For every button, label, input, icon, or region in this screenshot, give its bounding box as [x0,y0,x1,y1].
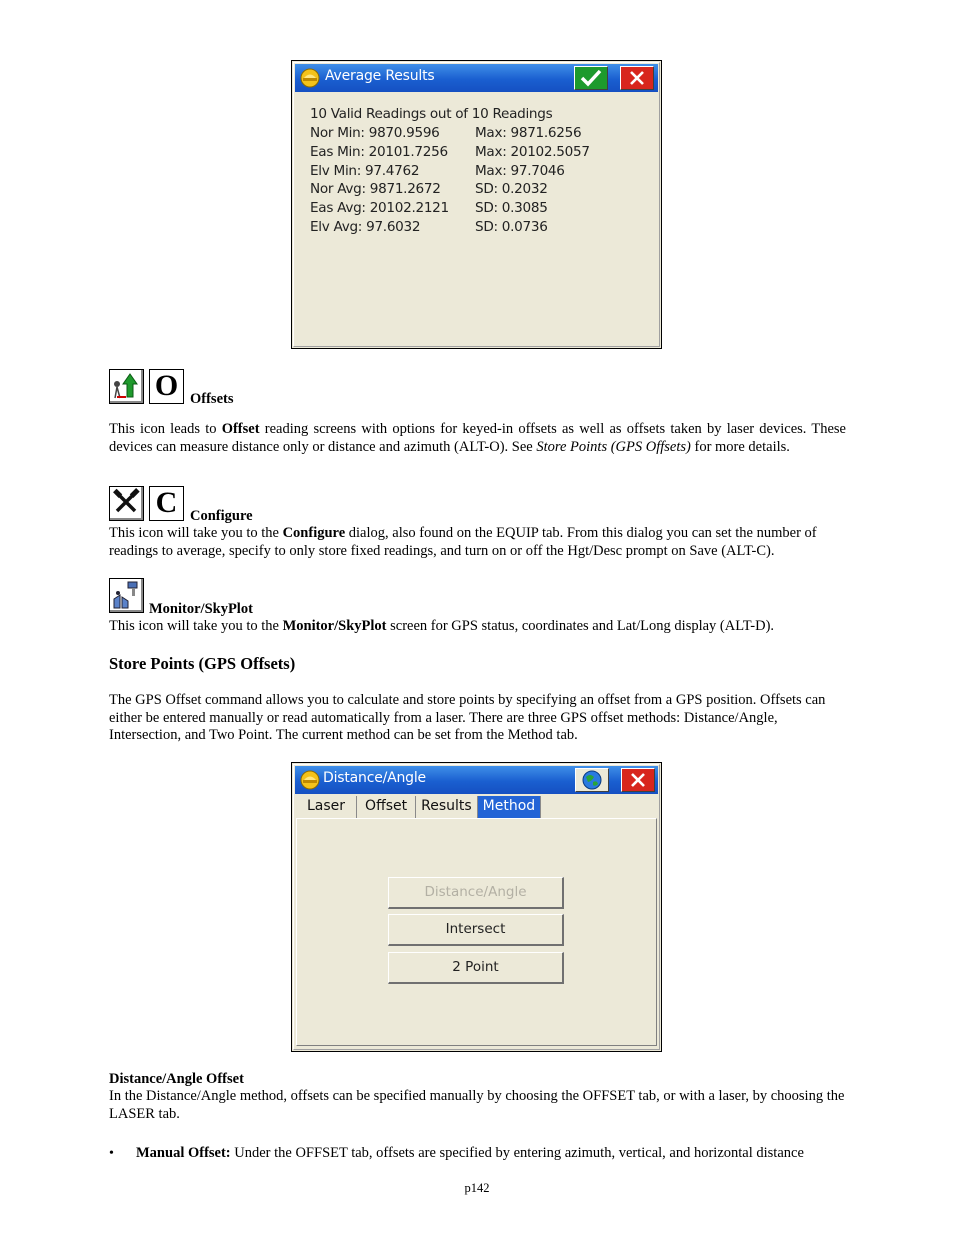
intersect-button[interactable]: Intersect [388,914,564,946]
distance-angle-offset-paragraph: In the Distance/Angle method, offsets can be specified manually by choosing the OFFSET tab, or with a laser, by choosing the LASER tab. [109,1088,845,1122]
reading-left: Elv Avg: 97.6032 [310,219,421,235]
configure-paragraph: This icon will take you to the Configure dialog, also found on the EQUIP tab. From this dialog you can set the number of readings to average, specify to only store fixed readings, and turn on or off the Hgt/Desc prompt on Save (ALT-C). [109,525,817,559]
reading-right: Max: 97.7046 [475,163,565,179]
monitor-skyplot-heading: Monitor/SkyPlot [149,601,253,617]
monitor-skyplot-icon [109,578,144,613]
method-tabs [296,796,541,818]
distance-angle-button[interactable]: Distance/Angle [388,877,564,909]
reading-right: SD: 0.0736 [475,219,548,235]
distance-angle-window [291,762,662,1052]
offset-arrow-icon [110,370,142,402]
two-point-button[interactable]: 2 Point [388,952,564,984]
monitor-skyplot-paragraph: This icon will take you to the Monitor/SkyPlot screen for GPS status, coordinates and Lat/Long display (ALT-D). [109,618,775,634]
window-title: Average Results [325,68,435,84]
configure-hotkey-icon: C [149,486,184,521]
surveyor-helmet-icon [300,68,320,88]
reading-right: SD: 0.3085 [475,200,548,216]
reading-right: SD: 0.2032 [475,181,548,197]
satellite-icon [110,579,142,611]
window-title: Distance/Angle [323,770,426,786]
reading-right: Max: 9871.6256 [475,125,582,141]
tab-results[interactable]: Results [416,796,478,818]
title-bar [295,64,658,92]
tools-icon [110,487,142,519]
reading-left: Eas Avg: 20102.2121 [310,200,449,216]
bullet-icon: • [109,1146,114,1161]
tab-offset[interactable]: Offset [357,796,416,818]
tab-laser[interactable]: Laser [296,796,357,818]
globe-button[interactable] [575,768,609,792]
valid-readings-text: 10 Valid Readings out of 10 Readings [310,106,553,122]
configure-icon [109,486,144,521]
store-points-paragraph: The GPS Offset command allows you to calculate and store points by specifying an offset from a GPS position. Offsets can either be entered manually or read automatically from a laser. There are three GPS offset methods: Distance/Angle, Intersection, and Two Point. The current method can be set from the Method tab. [109,692,826,744]
average-results-window [291,60,662,349]
globe-icon [581,769,603,791]
ok-button[interactable] [574,66,608,90]
reading-right: Max: 20102.5057 [475,144,590,160]
title-bar [295,766,658,794]
store-points-heading: Store Points (GPS Offsets) [109,654,296,673]
tab-method[interactable]: Method [478,796,542,818]
distance-angle-offset-heading: Distance/Angle Offset [109,1071,244,1087]
offsets-paragraph: This icon leads to Offset reading screens with options for keyed-in offsets as well as offsets taken by laser devices. These devices can measure distance only or distance and azimuth (ALT-O). See Store Points (GPS Offsets) for more details. [109,421,846,455]
close-icon [630,772,646,788]
close-button[interactable] [621,768,655,792]
reading-left: Nor Min: 9870.9596 [310,125,440,141]
configure-heading: Configure [190,508,253,524]
offsets-icon [109,369,144,404]
reading-left: Nor Avg: 9871.2672 [310,181,441,197]
reading-left: Elv Min: 97.4762 [310,163,420,179]
close-icon [629,70,645,86]
offsets-heading: Offsets [190,391,234,407]
reading-left: Eas Min: 20101.7256 [310,144,448,160]
page-number: p142 [464,1181,490,1195]
offsets-hotkey-icon: O [149,369,184,404]
surveyor-helmet-icon [300,770,320,790]
checkmark-icon [580,69,602,87]
close-button[interactable] [620,66,654,90]
manual-offset-bullet: Manual Offset: Under the OFFSET tab, offsets are specified by entering azimuth, vertical, and horizontal distance [136,1145,804,1161]
